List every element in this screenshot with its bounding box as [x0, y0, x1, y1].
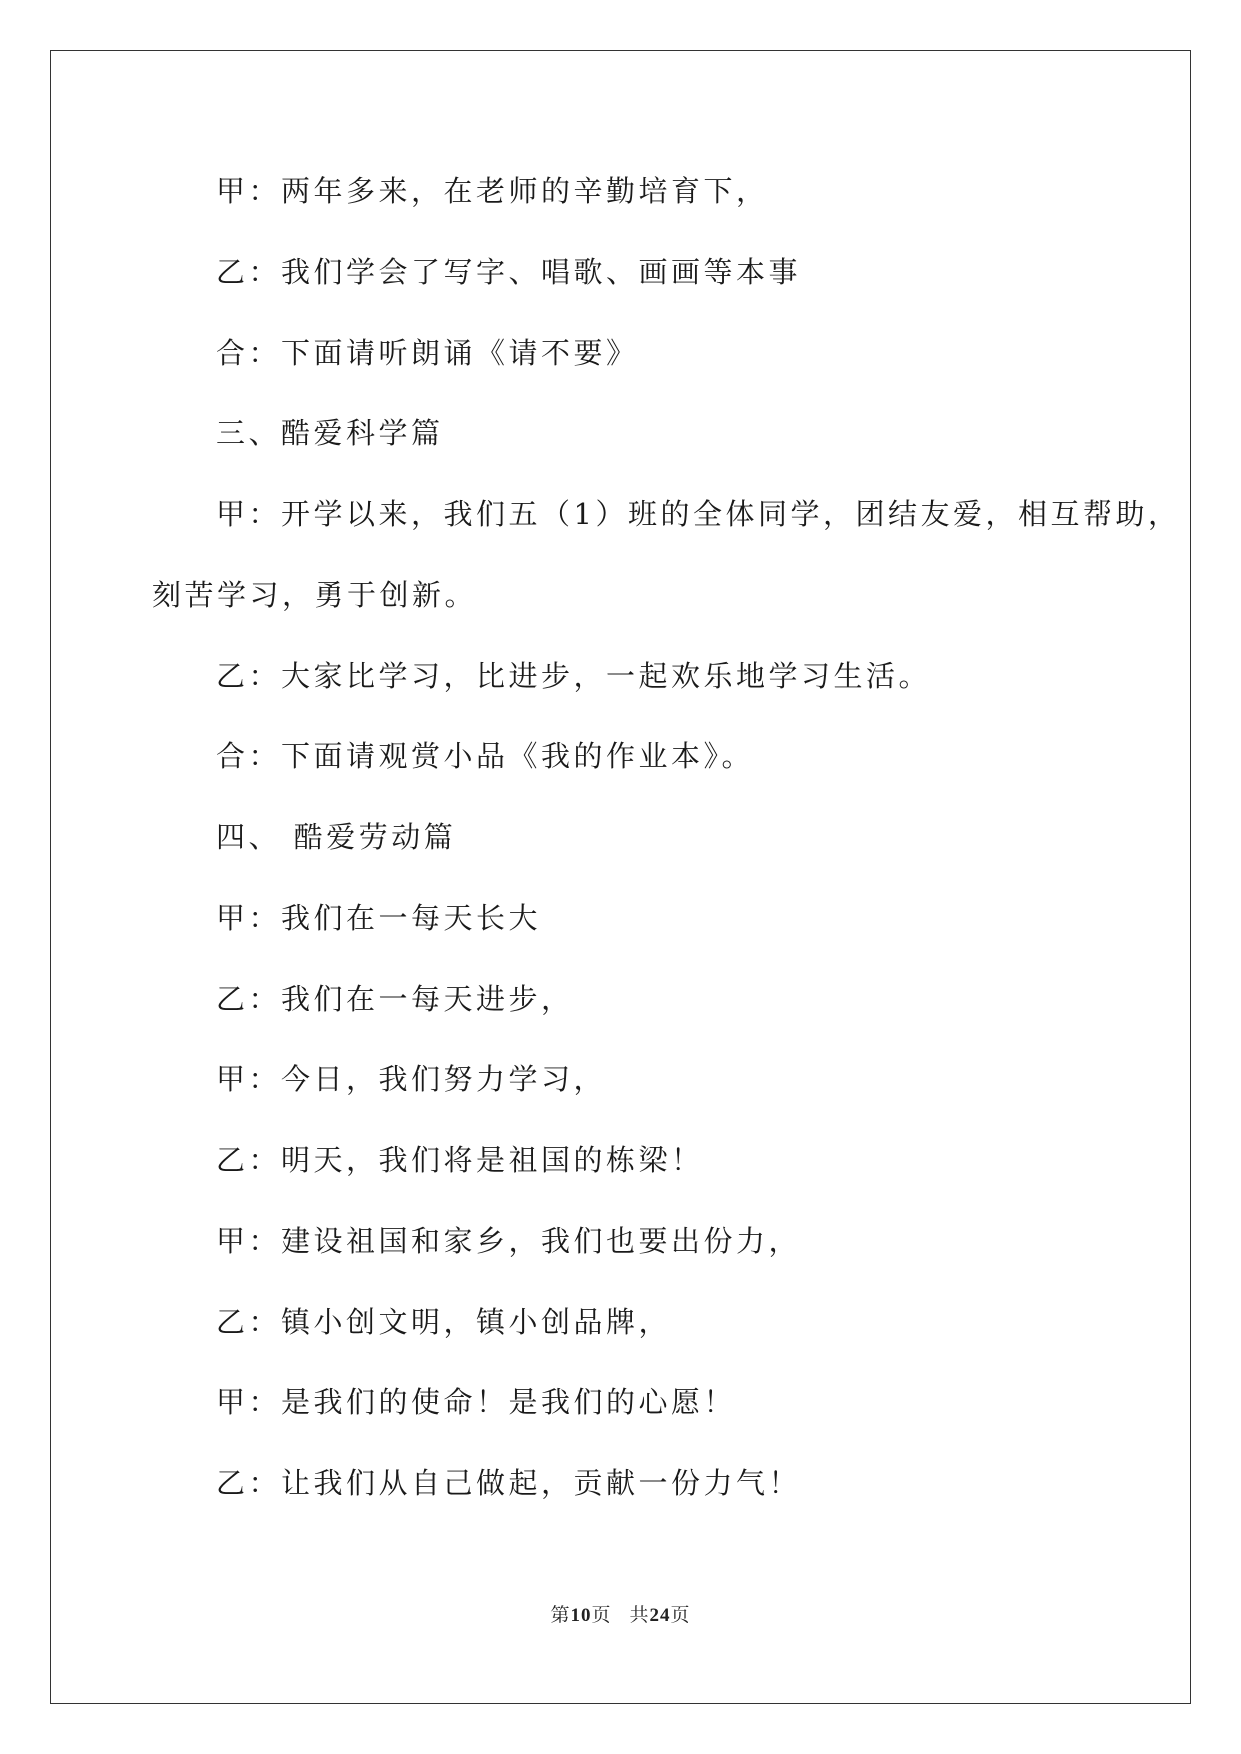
dialogue-line: 乙：大家比学习，比进步，一起欢乐地学习生活。 — [216, 659, 932, 693]
dialogue-line: 合：下面请听朗诵《请不要》 — [216, 336, 639, 370]
page-number: 10 — [570, 1605, 592, 1626]
dialogue-line: 甲：建设祖国和家乡，我们也要出份力， — [216, 1224, 802, 1258]
dialogue-line: 乙：明天，我们将是祖国的栋梁！ — [216, 1143, 704, 1177]
total-pages: 24 — [649, 1605, 671, 1626]
dialogue-line-continuation: 刻苦学习，勇于创新。 — [152, 578, 478, 612]
dialogue-line: 甲：我们在一每天长大 — [216, 901, 542, 935]
section-heading: 三、酷爱科学篇 — [216, 416, 444, 450]
total-prefix: 共 — [629, 1605, 650, 1626]
dialogue-line: 乙：我们在一每天进步， — [216, 982, 574, 1016]
dialogue-line: 甲：两年多来，在老师的辛勤培育下， — [216, 174, 769, 208]
page-prefix: 第 — [550, 1605, 571, 1626]
total-suffix: 页 — [670, 1605, 691, 1626]
dialogue-line: 甲：今日，我们努力学习， — [216, 1062, 607, 1096]
dialogue-line: 合：下面请观赏小品《我的作业本》。 — [216, 739, 755, 773]
dialogue-line: 乙：让我们从自己做起，贡献一份力气！ — [216, 1466, 802, 1500]
page-border — [50, 50, 1191, 1704]
page-suffix: 页 — [591, 1605, 612, 1626]
dialogue-line: 乙：镇小创文明，镇小创品牌， — [216, 1305, 672, 1339]
dialogue-line: 甲：开学以来，我们五（1）班的全体同学，团结友爱，相互帮助， — [216, 497, 1181, 531]
section-heading: 四、 酷爱劳动篇 — [216, 820, 457, 854]
dialogue-line: 乙：我们学会了写字、唱歌、画画等本事 — [216, 255, 802, 289]
dialogue-line: 甲：是我们的使命！是我们的心愿！ — [216, 1385, 737, 1419]
page-footer — [0, 1600, 1241, 1627]
